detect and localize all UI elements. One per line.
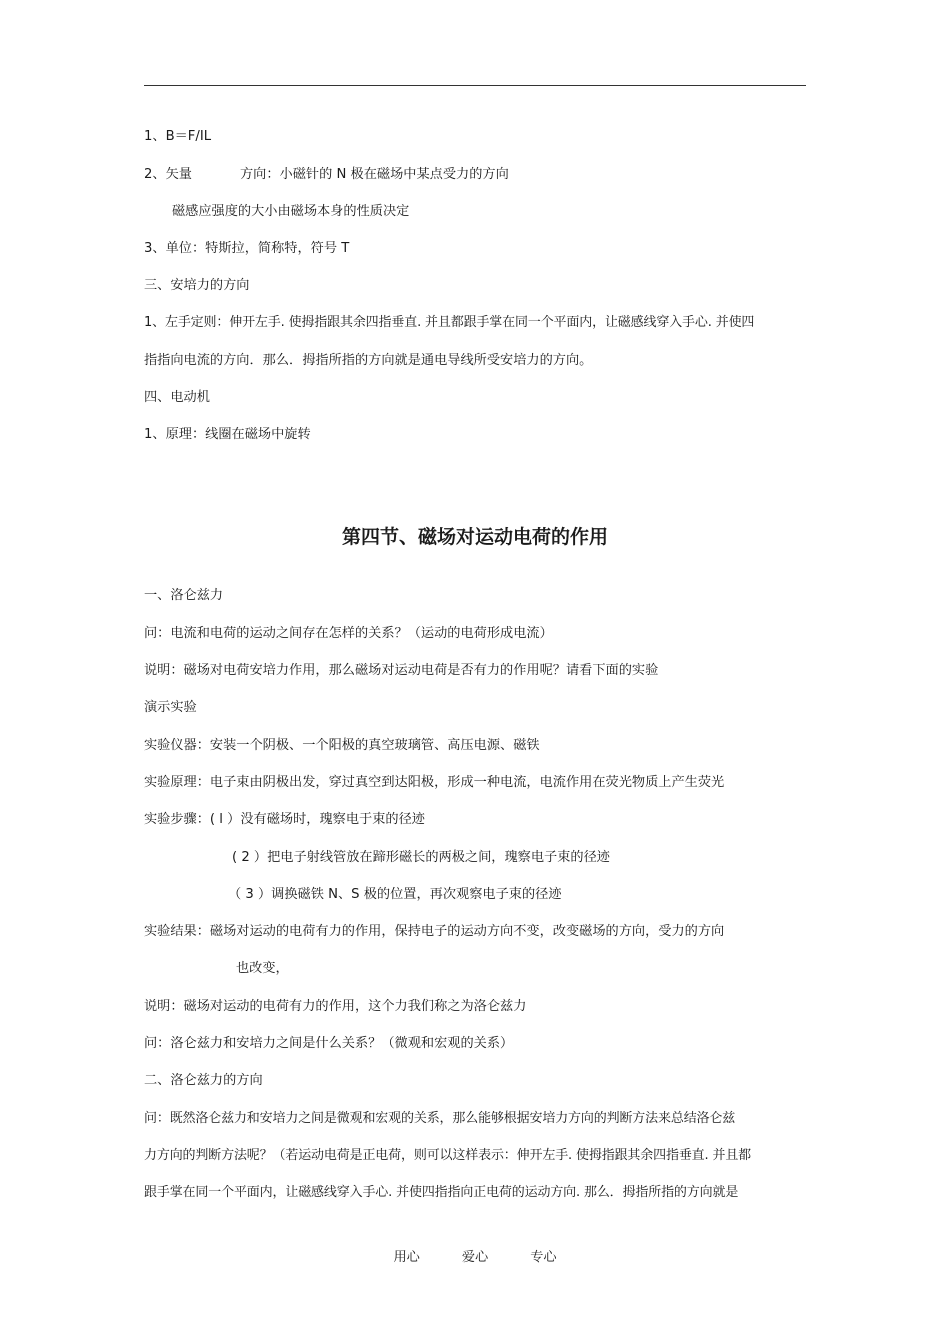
footer-text: 用心	[393, 1250, 420, 1265]
text-line	[144, 165, 509, 185]
text-line: 1、原理：线圈在磁场中旋转	[144, 427, 311, 442]
text-line: 指指向电流的方向．那么．拇指所指的方向就是通电导线所受安培力的方向。	[144, 353, 593, 368]
section-title: 第四节、磁场对运动电荷的作用	[341, 526, 608, 548]
text-line: 问：既然洛仑兹力和安培力之间是微观和宏观的关系，那么能够根据安培力方向的判断方法来总结洛仑兹	[144, 1111, 736, 1126]
text-line: 实验结果：磁场对运动的电荷有力的作用，保持电子的运动方向不变，改变磁场的方向，受力的方向	[144, 924, 725, 939]
text-line: 1、左手定则：伸开左手. 使拇指跟其余四指垂直. 并且都跟手掌在同一个平面内，让磁感线穿入手心. 并使四	[144, 315, 755, 330]
text-line: 3、单位：特斯拉，简称特，符号 T	[144, 241, 350, 256]
text-line: 问：洛仑兹力和安培力之间是什么关系？（微观和宏观的关系）	[144, 1036, 514, 1051]
footer-text: 爱心	[461, 1250, 489, 1265]
footer-text: 专心	[530, 1250, 557, 1265]
text-line: 1、B＝F/IL	[144, 129, 212, 144]
text-span: 2、矢量	[144, 167, 192, 182]
text-line: 实验步骤：( l ）没有磁场时，瑰察电于束的径迹	[144, 812, 425, 827]
text-line: 演示实验	[144, 700, 197, 715]
heading-line: 二、洛仑兹力的方向	[144, 1073, 263, 1088]
text-line: 实验原理：电子束由阴极出发，穿过真空到达阳极，形成一种电流，电流作用在荧光物质上产生荧光	[144, 775, 725, 790]
text-line: 问：电流和电荷的运动之间存在怎样的关系？（运动的电荷形成电流）	[144, 626, 553, 641]
text-line: 说明：磁场对电荷安培力作用，那么磁场对运动电荷是否有力的作用呢？请看下面的实验	[144, 663, 659, 678]
page-footer	[0, 1248, 950, 1268]
text-line: 实验仪器：安装一个阴极、一个阳极的真空玻璃管、高压电源、磁铁	[144, 738, 540, 753]
text-line: 也改变，	[236, 961, 289, 976]
text-line: 力方向的判断方法呢？（若运动电荷是正电荷，则可以这样表示：伸开左手. 使拇指跟其余四指垂直. 并且都	[144, 1148, 752, 1163]
text-line: 磁感应强度的大小由磁场本身的性质决定	[172, 204, 410, 219]
text-line: （ 3 ）调换磁铁 N、S 极的位置，再次观察电子束的径迹	[228, 887, 562, 902]
text-line: 说明：磁场对运动的电荷有力的作用，这个力我们称之为洛仑兹力	[144, 999, 527, 1014]
heading-line: 一、洛仑兹力	[144, 588, 224, 603]
header-rule	[144, 85, 806, 86]
text-line: ( 2 ）把电子射线管放在蹄形磁长的两极之间，瑰察电子束的径迹	[232, 850, 610, 865]
text-span: 方向：小磁针的 N 极在磁场中某点受力的方向	[239, 167, 509, 182]
heading-line: 四、电动机	[144, 390, 210, 405]
heading-line: 三、安培力的方向	[144, 278, 250, 293]
text-line: 跟手掌在同一个平面内，让磁感线穿入手心. 并使四指指向正电荷的运动方向. 那么．拇指所指的方向就是	[144, 1185, 739, 1200]
